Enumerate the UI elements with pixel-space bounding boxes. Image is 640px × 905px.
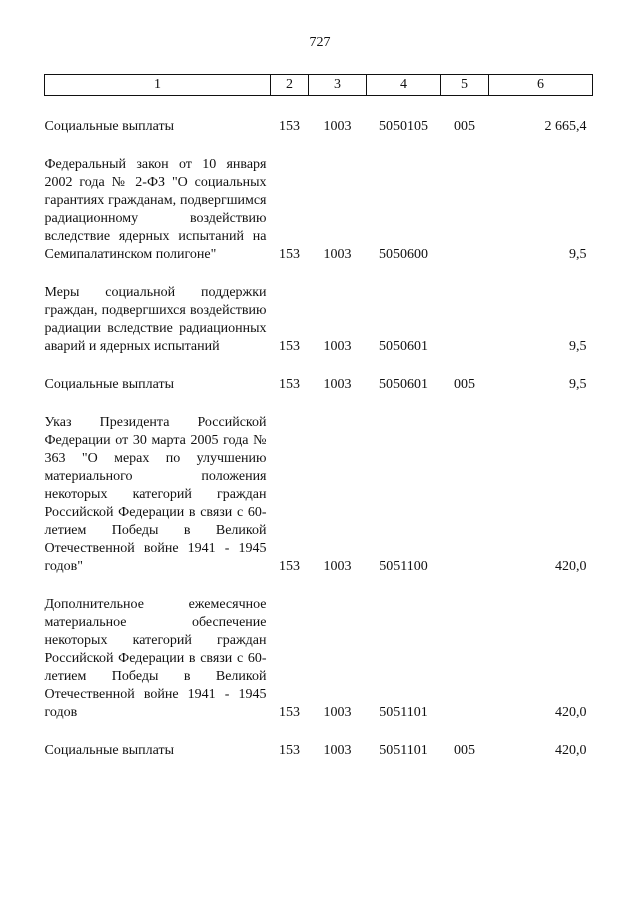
header-col-1: 1 <box>45 75 271 96</box>
row-amount: 9,5 <box>569 247 587 262</box>
row-col-2: 153 <box>279 743 300 758</box>
row-col-4: 5050105 <box>379 119 428 134</box>
row-description: Меры социальной поддержки граждан, подвергшихся воздействию радиации вследствие радиационных аварий и ядерных испытаний <box>44 285 267 354</box>
row-amount: 420,0 <box>555 705 587 720</box>
row-amount: 9,5 <box>569 339 587 354</box>
row-description: Социальные выплаты <box>44 743 175 758</box>
table-row <box>45 742 593 760</box>
row-col-3: 1003 <box>323 559 352 574</box>
row-col-2: 153 <box>279 559 300 574</box>
row-col-2: 153 <box>279 247 300 262</box>
table-row <box>45 414 593 576</box>
header-col-4: 4 <box>367 75 441 96</box>
row-col-5 <box>441 284 489 356</box>
row-col-3: 1003 <box>323 705 352 720</box>
row-col-4: 5050601 <box>379 339 428 354</box>
row-description: Дополнительное ежемесячное материальное обеспечение некоторых категорий граждан Российской Федерации в связи с 60-летием Победы в Великой Отечественной войне 1941 - 1945 годов <box>44 597 267 720</box>
row-col-4: 5050600 <box>379 247 428 262</box>
row-col-2: 153 <box>279 705 300 720</box>
header-col-5: 5 <box>441 75 489 96</box>
row-amount: 9,5 <box>569 377 587 392</box>
row-col-5 <box>441 596 489 722</box>
row-description: Социальные выплаты <box>44 119 175 134</box>
row-col-5: 005 <box>454 377 475 392</box>
row-col-2: 153 <box>279 339 300 354</box>
row-col-4: 5051100 <box>379 559 428 574</box>
row-col-4: 5051101 <box>379 705 428 720</box>
row-col-3: 1003 <box>323 247 352 262</box>
table-row <box>45 118 593 136</box>
row-col-2: 153 <box>279 377 300 392</box>
row-col-4: 5051101 <box>379 743 428 758</box>
row-amount: 420,0 <box>555 559 587 574</box>
row-col-2: 153 <box>279 119 300 134</box>
row-col-3: 1003 <box>323 377 352 392</box>
row-description: Социальные выплаты <box>44 377 175 392</box>
row-amount: 420,0 <box>555 743 587 758</box>
budget-table <box>44 74 593 760</box>
row-col-3: 1003 <box>323 339 352 354</box>
row-col-4: 5050601 <box>379 377 428 392</box>
table-row <box>45 156 593 264</box>
row-col-5 <box>441 414 489 576</box>
row-description: Указ Президента Российской Федерации от 30 марта 2005 года № 363 "О мерах по улучшению материального положения некоторых категорий граждан Российской Федерации в связи с 60-летием Победы в Великой Отечественной войне 1941 - 1945 годов" <box>44 415 267 574</box>
table-row <box>45 596 593 722</box>
row-col-5 <box>441 156 489 264</box>
header-col-6: 6 <box>489 75 593 96</box>
table-row <box>45 376 593 394</box>
row-amount: 2 665,4 <box>544 119 587 134</box>
header-row <box>45 75 593 96</box>
row-description: Федеральный закон от 10 января 2002 года № 2-ФЗ "О социальных гарантиях гражданам, подвергшимся радиационному воздействию вследствие ядерных испытаний на Семипалатинском полигоне" <box>44 157 267 262</box>
header-col-2: 2 <box>271 75 309 96</box>
row-col-5: 005 <box>454 119 475 134</box>
header-col-3: 3 <box>309 75 367 96</box>
row-col-5: 005 <box>454 743 475 758</box>
row-col-3: 1003 <box>323 119 352 134</box>
row-col-3: 1003 <box>323 743 352 758</box>
table-row <box>45 284 593 356</box>
page-number: 727 <box>309 35 331 50</box>
